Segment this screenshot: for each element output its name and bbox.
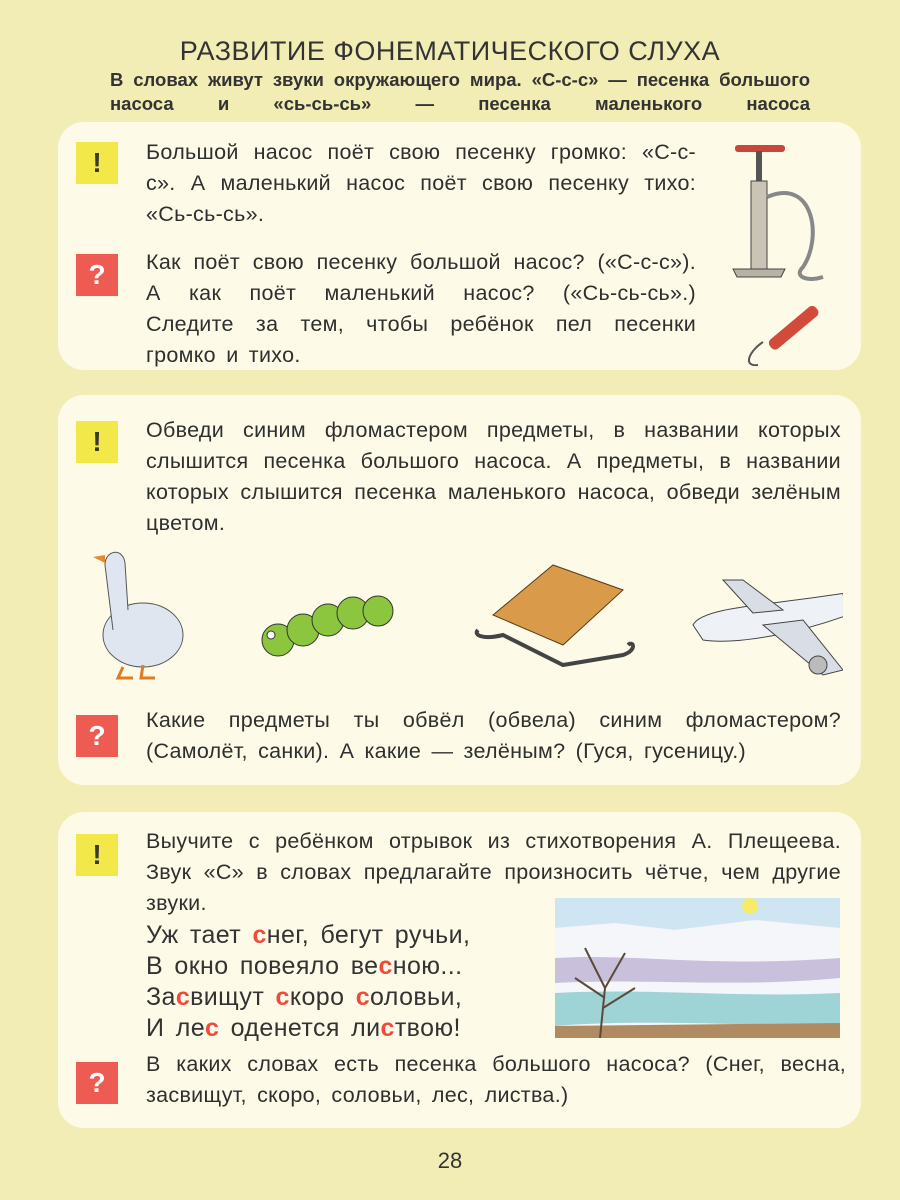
pump-question: Как поёт свою песенку большой насос? («С-с-с»). А как поёт маленький насос? («Сь-сь-сь».) Следите за тем, чтобы ребёнок пел песенки громко и тихо. — [146, 250, 696, 367]
airplane-icon — [693, 545, 843, 675]
question-icon: ? — [76, 1062, 118, 1104]
pump-note: Большой насос поёт свою песенку громко: «С-с-с». А маленький насос поёт свою песенку тихо: «Сь-сь-сь». — [146, 140, 696, 226]
page-subtitle: В словах живут звуки окружающего мира. «С-с-с» — песенка большого насоса и «сь-сь-сь» — песенка маленького насоса — [110, 69, 810, 114]
objects-illustration — [83, 535, 843, 695]
poem-panel — [58, 812, 861, 1128]
poem-text: И ле — [146, 1014, 206, 1042]
poem-note: Выучите с ребёнком отрывок из стихотворения А. Плещеева. Звук «С» в словах предлагайте произносить чётче, чем другие звуки. — [146, 829, 841, 915]
poem-text: оловьи, — [370, 983, 463, 1011]
exclamation-icon: ! — [76, 834, 118, 876]
question-icon: ? — [76, 254, 118, 296]
spring-landscape-illustration — [555, 898, 840, 1038]
poem-line — [146, 920, 470, 951]
poem-text: ною... — [392, 952, 463, 980]
highlighted-letter: с — [275, 983, 290, 1011]
pumps-illustration — [723, 137, 843, 367]
poem-text: В окно повеяло ве — [146, 952, 379, 980]
page-number: 28 — [437, 1148, 463, 1173]
highlighted-letter: с — [175, 983, 191, 1011]
poem-text: нег, бегут ручьи, — [266, 921, 471, 949]
goose-icon — [93, 552, 183, 678]
exclamation-icon: ! — [76, 421, 118, 463]
poem-text: оденется ли — [219, 1014, 381, 1042]
poem-text: Уж тает — [146, 921, 253, 949]
caterpillar-icon — [262, 596, 393, 656]
objects-note: Обведи синим фломастером предметы, в названии которых слышится песенка большого насоса. А предметы, в названии которых слышится песенка маленького насоса, обведи зелёным цветом. — [146, 418, 841, 535]
poem-text: коро — [289, 983, 356, 1011]
objects-question: Какие предметы ты обвёл (обвела) синим фломастером? (Самолёт, санки). А какие — зелёным? (Гуся, гусеницу.) — [146, 708, 841, 763]
big-pump-icon — [733, 145, 823, 279]
pump-panel — [58, 122, 861, 370]
poem — [146, 920, 470, 1044]
poem-text: вищут — [190, 983, 276, 1011]
small-pump-icon — [749, 304, 821, 365]
highlighted-letter: с — [380, 1014, 395, 1042]
highlighted-letter: с — [205, 1014, 220, 1042]
page-title: РАЗВИТИЕ ФОНЕМАТИЧЕСКОГО СЛУХА — [179, 36, 721, 66]
question-icon: ? — [76, 715, 118, 757]
poem-question: В каких словах есть песенка большого насоса? (Снег, весна, засвищут, скоро, соловьи, лес, листва.) — [146, 1052, 846, 1107]
highlighted-letter: с — [355, 983, 371, 1011]
objects-panel — [58, 395, 861, 785]
poem-line — [146, 1013, 470, 1044]
exclamation-icon: ! — [76, 142, 118, 184]
highlighted-letter: с — [252, 921, 267, 949]
sled-icon — [477, 565, 633, 665]
highlighted-letter: с — [378, 952, 393, 980]
poem-text: За — [146, 983, 176, 1011]
poem-line — [146, 951, 470, 982]
poem-text: твою! — [394, 1014, 461, 1042]
poem-line — [146, 982, 470, 1013]
